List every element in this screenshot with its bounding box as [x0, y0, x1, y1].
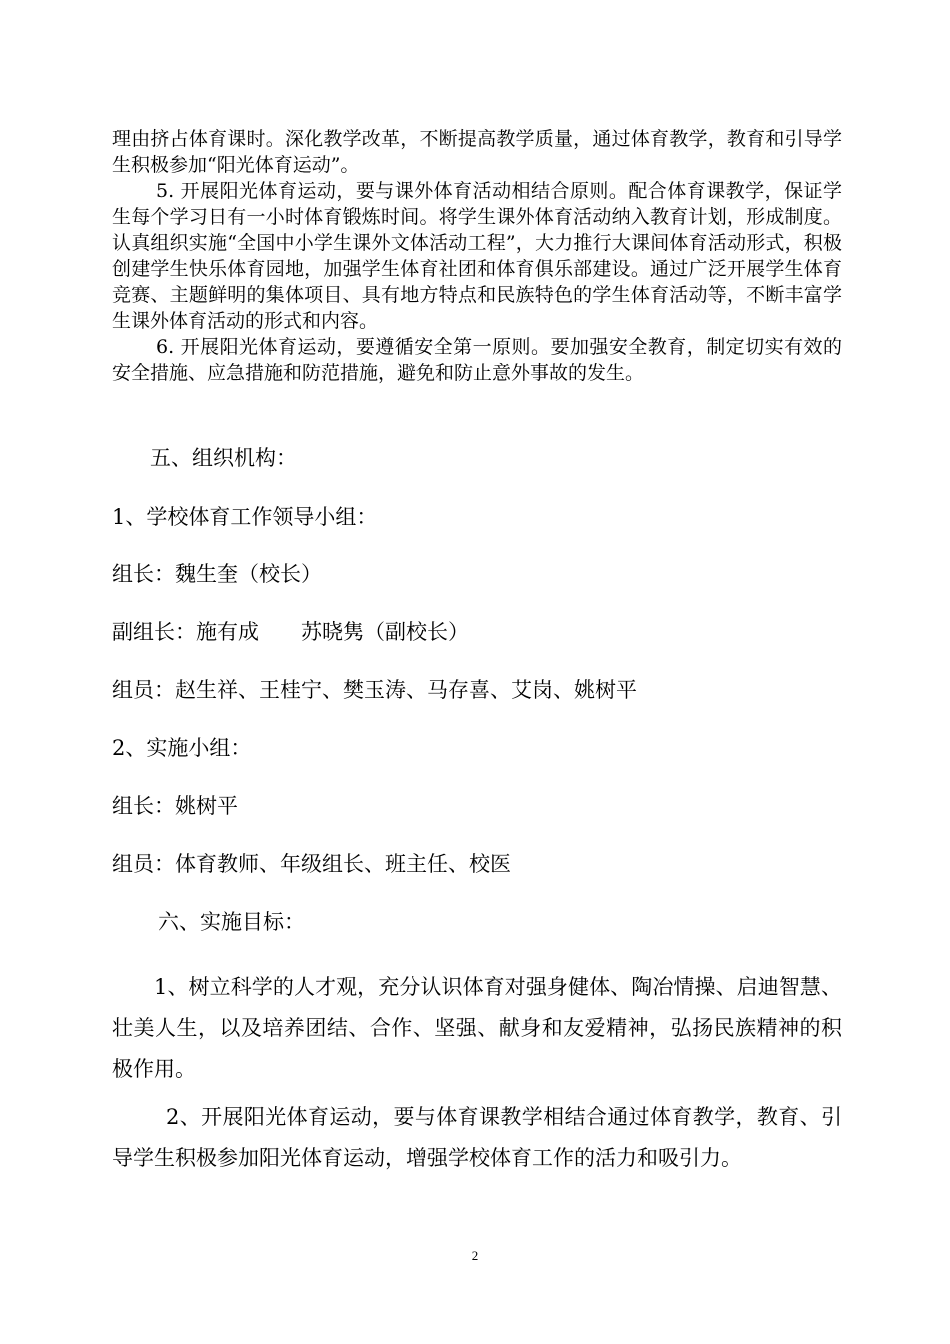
implementation-members-line: 组员：体育教师、年级组长、班主任、校医 [112, 852, 511, 876]
goal-1-paragraph: 1、树立科学的人才观，充分认识体育对强身健体、陶冶情操、启迪智慧、壮美人生，以及培养团结、合作、坚强、献身和友爱精神，弘扬民族精神的积极作用。 [112, 975, 842, 1081]
page-number: 2 [471, 1248, 479, 1263]
continued-paragraph: 理由挤占体育课时。深化教学改革，不断提高教学质量，通过体育教学，教育和引导学生积极参加“阳光体育运动”。 [112, 128, 842, 176]
section-5-heading: 五、组织机构： [150, 446, 297, 470]
group-members-line: 组员：赵生祥、王桂宁、樊玉涛、马存喜、艾岗、姚树平 [112, 678, 637, 702]
leadership-group-title: 1、学校体育工作领导小组： [112, 505, 378, 529]
group-leader-line: 组长：魏生奎（校长） [112, 562, 322, 586]
vice-leader-line: 副组长：施有成 苏晓隽（副校长） [112, 620, 469, 644]
goal-2-paragraph: 2、开展阳光体育运动，要与体育课教学相结合通过体育教学，教育、引导学生积极参加阳光体育运动，增强学校体育工作的活力和吸引力。 [112, 1105, 842, 1170]
implementation-group-title: 2、实施小组： [112, 736, 252, 760]
implementation-leader-line: 组长：姚树平 [112, 794, 238, 818]
section-6-heading: 六、实施目标： [158, 910, 305, 934]
principle-6-paragraph: 6. 开展阳光体育运动，要遵循安全第一原则。要加强安全教育，制定切实有效的安全措施、应急措施和防范措施，避免和防止意外事故的发生。 [112, 336, 842, 384]
principle-5-paragraph: 5. 开展阳光体育运动，要与课外体育活动相结合原则。配合体育课教学，保证学生每个学习日有一小时体育锻炼时间。将学生课外体育活动纳入教育计划，形成制度。认真组织实施“全国中小学生课外文体活动工程”，大力推行大课间体育活动形式，积极创建学生快乐体育园地，加强学生体育社团和体育俱乐部建设。通过广泛开展学生体育竞赛、主题鲜明的集体项目、具有地方特点和民族特色的学生体育活动等，不断丰富学生课外体育活动的形式和内容。 [112, 180, 842, 332]
